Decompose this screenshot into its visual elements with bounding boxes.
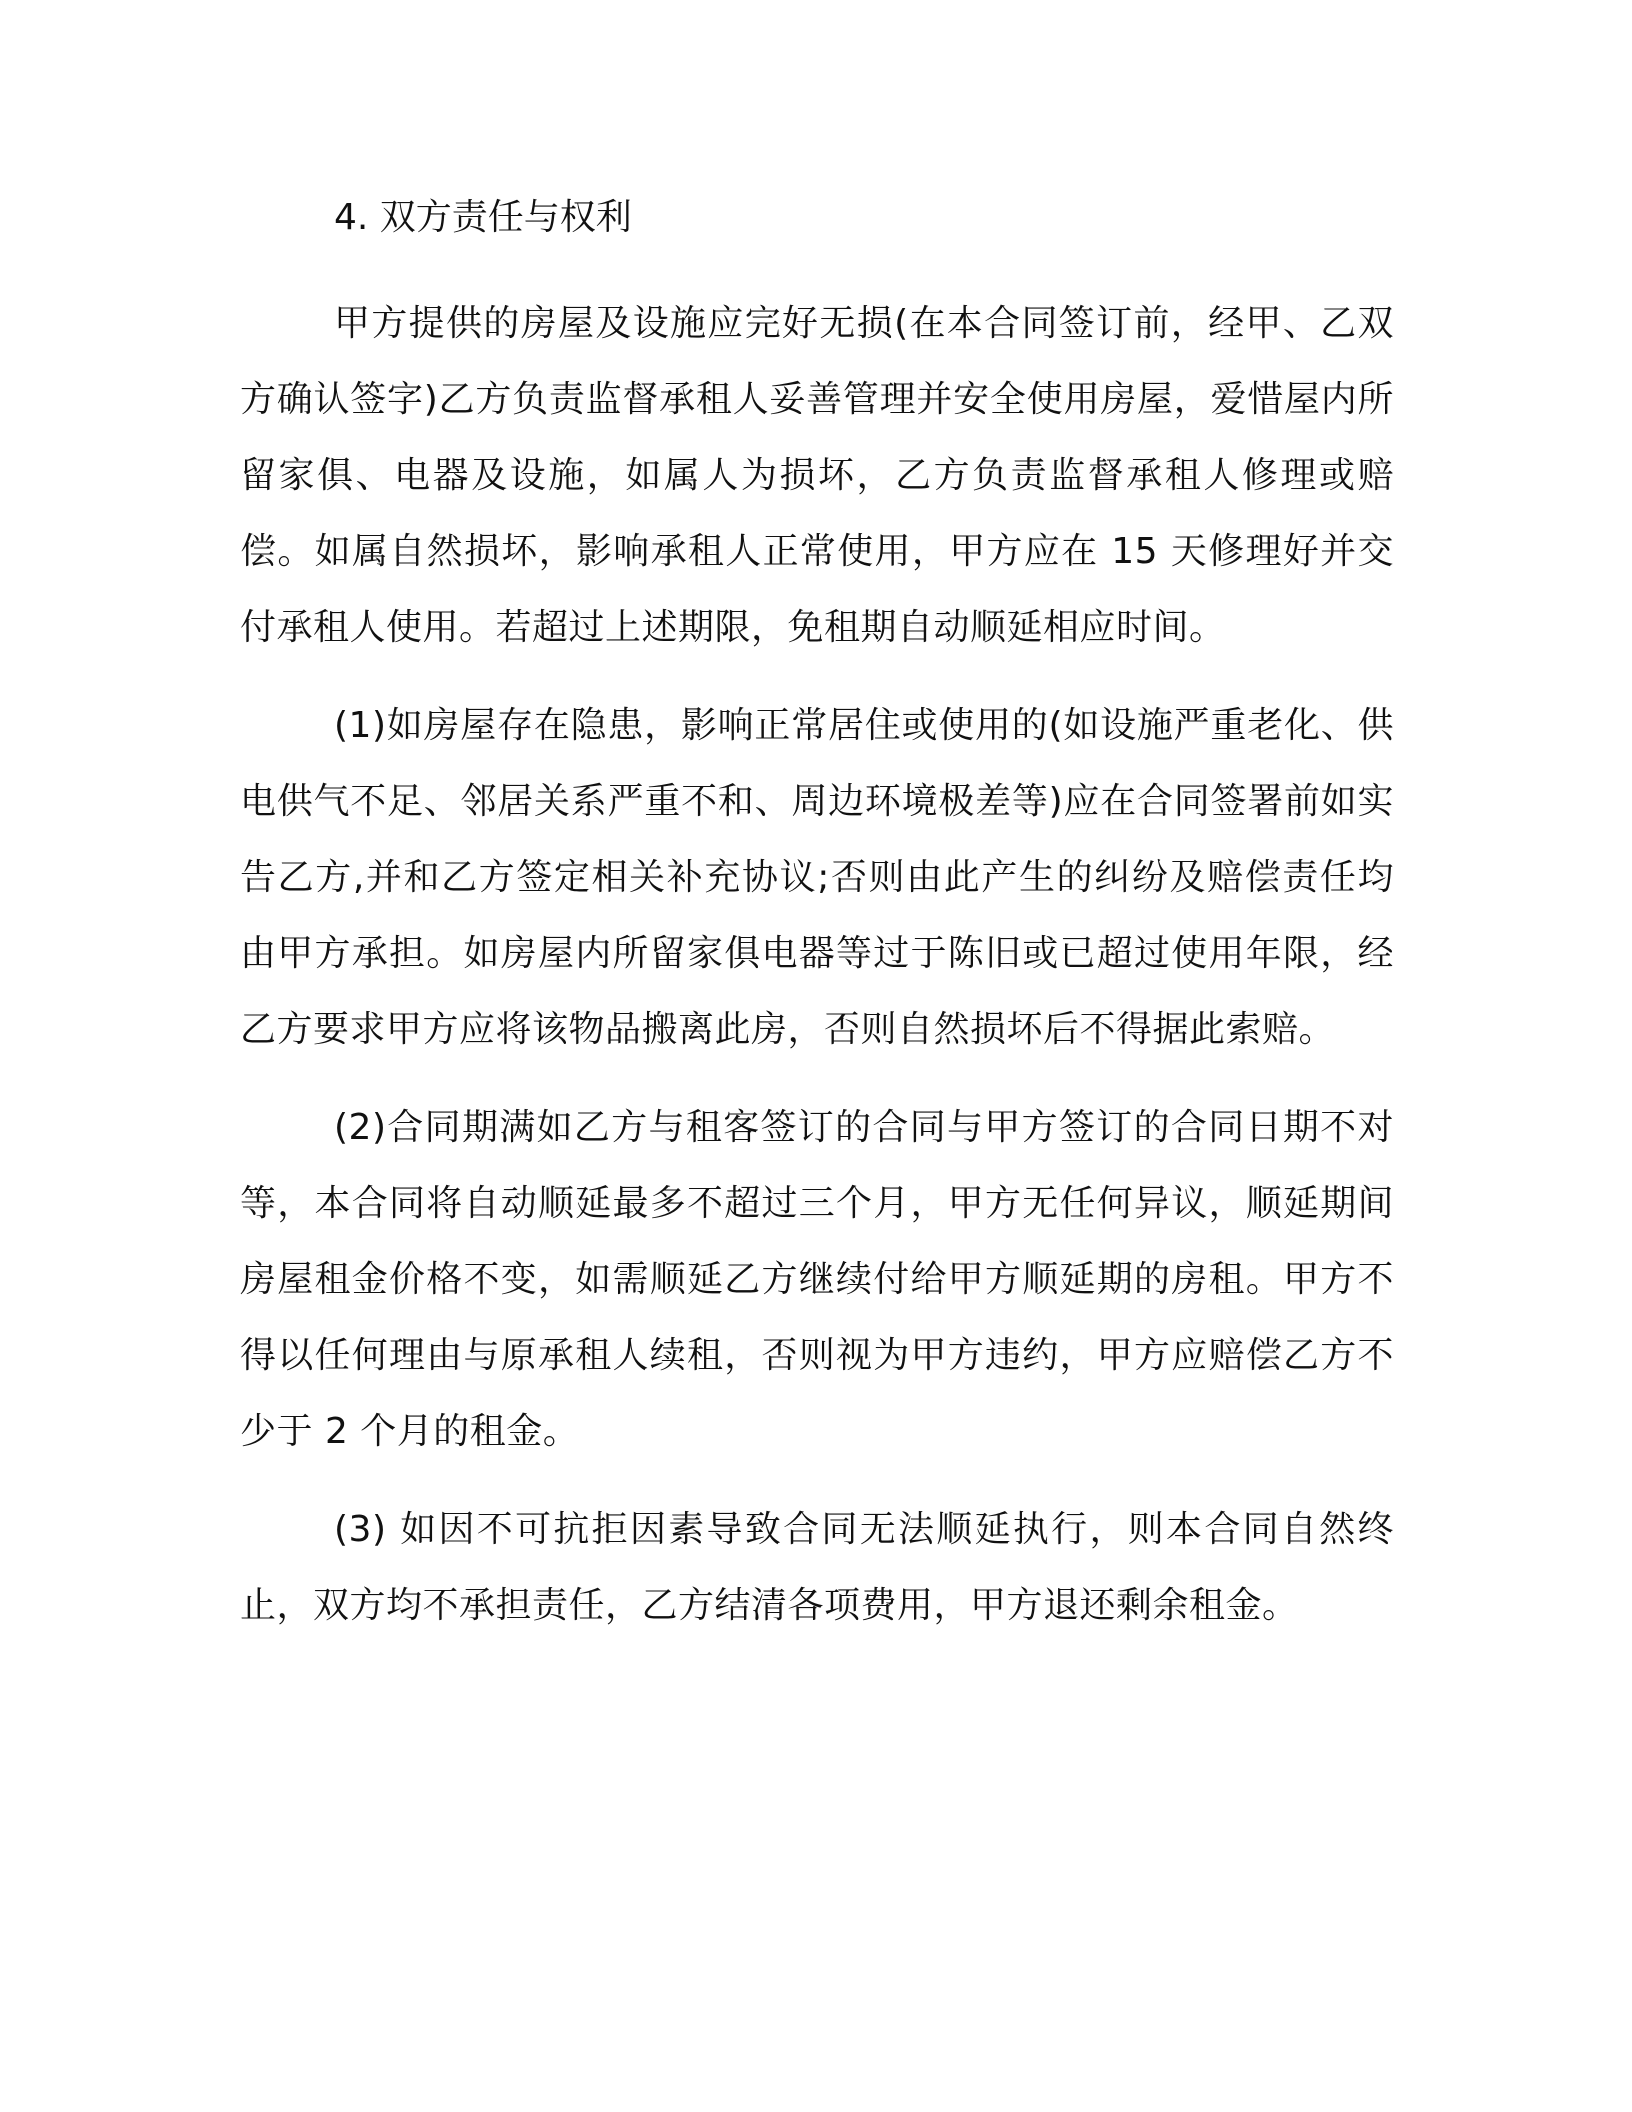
paragraph-clause-3: (3) 如因不可抗拒因素导致合同无法顺延执行，则本合同自然终止，双方均不承担责任，乙方结清各项费用，甲方退还剩余租金。 — [240, 1509, 1394, 1626]
paragraph-clause-2: (2)合同期满如乙方与租客签订的合同与甲方签订的合同日期不对等，本合同将自动顺延最多不超过三个月，甲方无任何异议，顺延期间房屋租金价格不变，如需顺延乙方继续付给甲方顺延期的房租。甲方不得以任何理由与原承租人续租，否则视为甲方违约，甲方应赔偿乙方不少于 2 个月的租金。 — [240, 1107, 1394, 1452]
paragraph-clause-1: (1)如房屋存在隐患，影响正常居住或使用的(如设施严重老化、供电供气不足、邻居关系严重不和、周边环境极差等)应在合同签署前如实告乙方,并和乙方签定相关补充协议;否则由此产生的纠纷及赔偿责任均由甲方承担。如房屋内所留家俱电器等过于陈旧或已超过使用年限，经乙方要求甲方应将该物品搬离此房，否则自然损坏后不得据此索赔。 — [240, 705, 1394, 1050]
document-body — [240, 188, 1394, 1666]
section-heading: 4. 双方责任与权利 — [334, 197, 632, 238]
paragraph-facilities: 甲方提供的房屋及设施应完好无损(在本合同签订前，经甲、乙双方确认签字)乙方负责监督承租人妥善管理并安全使用房屋，爱惜屋内所留家俱、电器及设施，如属人为损坏，乙方负责监督承租人修理或赔偿。如属自然损坏，影响承租人正常使用，甲方应在 15 天修理好并交付承租人使用。若超过上述期限，免租期自动顺延相应时间。 — [240, 303, 1394, 648]
